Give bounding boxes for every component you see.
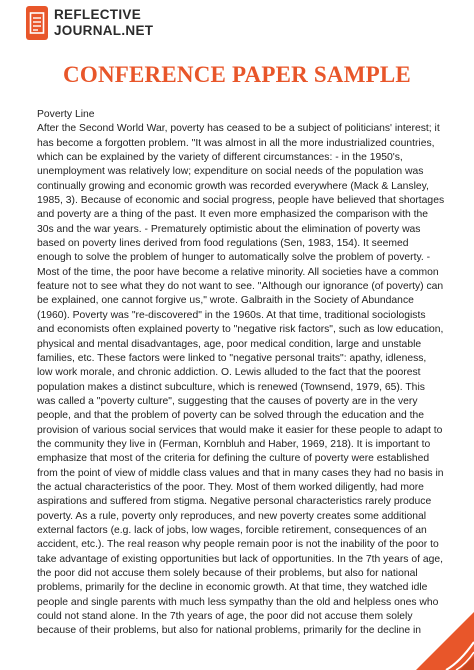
text-line: external factors (e.g. lack of jobs, low wages, forcible retirement, consequences of an	[37, 524, 427, 536]
page-curl-corner	[416, 612, 474, 670]
text-line: and poverty are a thing of the past. It even more emphasized the comparison with the	[37, 209, 428, 221]
page-title: CONFERENCE PAPER SAMPLE	[63, 62, 411, 87]
document-body	[37, 108, 452, 639]
text-line: enough to solve the problem of hunger to automatically solve the problem of poverty. -	[37, 252, 431, 264]
text-line: based on poverty lines derived from food regulations (Sen, 1983, 154). It seemed	[37, 238, 409, 250]
text-line: the poor did not accuse them solely because of their problems, but also for national	[37, 568, 418, 579]
text-line: (1960). Poverty was "re-discovered" in the 1960s. At that time, traditional sociologists	[37, 309, 426, 321]
section-heading: Poverty Line	[37, 109, 95, 120]
text-line: After the Second World War, poverty has ceased to be a subject of politicians' interest; it	[37, 123, 440, 135]
text-line: was called a "poverty culture", suggesting that the causes of poverty are in the very	[37, 395, 418, 407]
text-line: which can be explained by the variety of different circumstances: - in the 1950's,	[37, 152, 403, 164]
paragraph	[37, 122, 452, 638]
notepad-icon	[26, 6, 48, 40]
text-line: from the point of view of middle class values and that in many cases they had no basis in	[37, 467, 444, 479]
text-line: physical and mental disadvantages, age, poor medical condition, large and unstable	[37, 338, 422, 350]
text-line: families, etc. These factors were linked to "negative personal traits": apathy, idleness,	[37, 352, 427, 364]
brand-name	[54, 7, 153, 39]
text-line: because of their problems, but also for national problems, primarily for the decline in	[37, 625, 422, 637]
text-line: continually growing and economic growth was recorded everywhere (Mack & Lansley,	[37, 180, 429, 192]
text-line: low work morale, and chronic addiction. O. Lewis alluded to the fact that the poorest	[37, 367, 421, 379]
text-line: poverty. As a rule, poverty only reproduces, and new poverty creates some additional	[37, 510, 427, 522]
text-line: unemployment was relatively low; expenditure on social needs of the population was	[37, 166, 424, 178]
brand-header	[26, 6, 153, 40]
text-line: the community they live in (Ferman, Kornbluh and Haber, 1969, 218). It is important to	[37, 438, 431, 450]
text-line: could not stand alone. In the 7th years of age, the poor did not accuse them solely	[37, 611, 413, 623]
brand-name-line1: REFLECTIVE	[54, 7, 142, 22]
brand-name-line2: JOURNAL.NET	[54, 23, 154, 38]
text-line: feature not to see what they do not want to see. "Although our ignorance (of poverty) can	[37, 281, 444, 293]
text-line: take advantage of existing opportunities but lack of opportunities. In the 7th years of age,	[37, 553, 443, 565]
text-line: emphasize that most of the criteria for defining the culture of poverty were established	[37, 453, 430, 465]
text-line: be explained, one cannot forgive us," wrote. Galbraith in the Society of Abundance	[37, 295, 414, 307]
text-line: 1985, 3). Because of economic and social progress, people have believed that shortages	[37, 195, 445, 207]
text-line: people and single parents with much less sympathy than the old and helpless ones who	[37, 596, 439, 608]
text-line: the actual characteristics of the poor. They. Most of them worked diligently, had more	[37, 481, 424, 493]
text-line: problems, primarily for the decline in economic growth. At that time, they watched idle	[37, 582, 428, 594]
text-line: Most of the time, the poor have become a relative minority. All societies have a common	[37, 266, 439, 278]
text-line: aspirations and suffered from stigma. Negative personal characteristics rarely produce	[37, 496, 432, 508]
text-line: population makes a distinct subculture, which is renewed (Townsend, 1979, 65). This	[37, 381, 425, 393]
text-line: 30s and the war years. - Prematurely optimistic about the elimination of poverty was	[37, 223, 421, 235]
text-line: has become a forgotten problem. "It was almost in all the more industrialized countries,	[37, 137, 435, 149]
text-line: and economists often explained poverty to "negative risk factors", such as low education,	[37, 324, 444, 336]
text-line: provision of various social services that would make it easier for these people to adapt to	[37, 424, 443, 436]
text-line: accident, etc.). The real reason why people remain poor is not the inability of the poor to	[37, 539, 439, 551]
text-line: people, and that the problem of poverty can be solved through the education and the	[37, 410, 425, 422]
